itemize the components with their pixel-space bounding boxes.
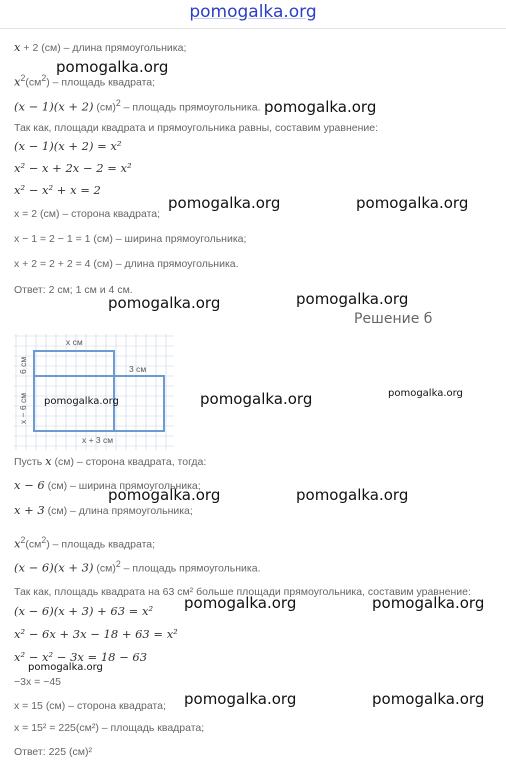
equation-1: (x − 1)(x + 2) = x²	[14, 139, 122, 153]
line-m11: x = 15 (см) – сторона квадрата;	[14, 700, 166, 712]
answer-a: Ответ: 2 см; 1 см и 4 см.	[14, 284, 133, 296]
watermark: pomogalka.org	[108, 486, 221, 504]
equation-2: x² − x + 2x − 2 = x²	[14, 161, 132, 175]
label-top: x см	[66, 337, 83, 347]
label-right: 3 см	[129, 364, 147, 374]
watermark: pomogalka.org	[296, 486, 409, 504]
site-name[interactable]: pomogalka.org	[189, 2, 317, 22]
solution-b-title: Решение б	[354, 311, 433, 327]
text-line: x + 3 (см) – длина прямоугольника;	[14, 503, 193, 517]
text-line: (x − 1)(x + 2) (см)$^2$ – площадь прямоугольника.	[14, 98, 261, 114]
watermark: pomogalka.org	[168, 194, 281, 212]
watermark: pomogalka.org	[264, 98, 377, 116]
watermark: pomogalka.org	[372, 594, 485, 612]
watermark: pomogalka.org	[184, 594, 297, 612]
line-l9: x − 1 = 2 − 1 = 1 (см) – ширина прямоугольника;	[14, 233, 247, 245]
watermark: pomogalka.org	[200, 390, 313, 408]
label-bottom: x + 3 см	[82, 435, 114, 445]
answer-b: Ответ: 225 (см)²	[14, 746, 92, 758]
watermark: pomogalka.org	[56, 58, 169, 76]
equation-6: x² − x² − 3x = 18 − 63	[14, 650, 148, 664]
line-l10: x + 2 = 2 + 2 = 4 (см) – длина прямоугольника.	[14, 258, 239, 270]
watermark: pomogalka.org	[388, 388, 463, 399]
header-divider	[0, 28, 506, 29]
watermark: pomogalka.org	[372, 690, 485, 708]
watermark: pomogalka.org	[108, 294, 221, 312]
watermark: pomogalka.org	[296, 290, 409, 308]
watermark: pomogalka.org	[184, 690, 297, 708]
equation-3: x² − x² + x = 2	[14, 183, 101, 197]
line-m6: Так как, площадь квадрата на 63 см² больше площади прямоугольника, составим уравнение:	[14, 586, 471, 598]
label-left: x − 6 см	[18, 392, 28, 424]
watermark: pomogalka.org	[28, 662, 103, 673]
watermark: pomogalka.org	[44, 396, 119, 407]
equation-7: −3x = −45	[14, 676, 61, 688]
watermark: pomogalka.org	[356, 194, 469, 212]
line-m12: x = 15² = 225(см²) – площадь квадрата;	[14, 722, 205, 734]
label-left-small: 6 см	[18, 356, 28, 374]
line-l8: x = 2 (см) – сторона квадрата;	[14, 208, 161, 220]
text-line: x + 2 (см) – длина прямоугольника;	[14, 40, 187, 54]
text-line: (x − 6)(x + 3) (см)$^2$ – площадь прямоугольника.	[14, 559, 261, 575]
text-line: $x^2(см^2)$ – площадь квадрата;	[14, 73, 156, 89]
equation-4: (x − 6)(x + 3) + 63 = x²	[14, 604, 154, 618]
text-line: x − 6 (см) – ширина прямоугольника;	[14, 478, 201, 492]
equation-5: x² − 6x + 3x − 18 + 63 = x²	[14, 627, 178, 641]
site-header[interactable]	[0, 0, 506, 28]
text-line: Пусть x (см) – сторона квадрата, тогда:	[14, 454, 207, 468]
line-l4: Так как, площади квадрата и прямоугольника равны, составим уравнение:	[14, 122, 379, 134]
text-line: $x^2(см^2)$ – площадь квадрата;	[14, 535, 156, 551]
geometry-figure	[14, 334, 174, 450]
